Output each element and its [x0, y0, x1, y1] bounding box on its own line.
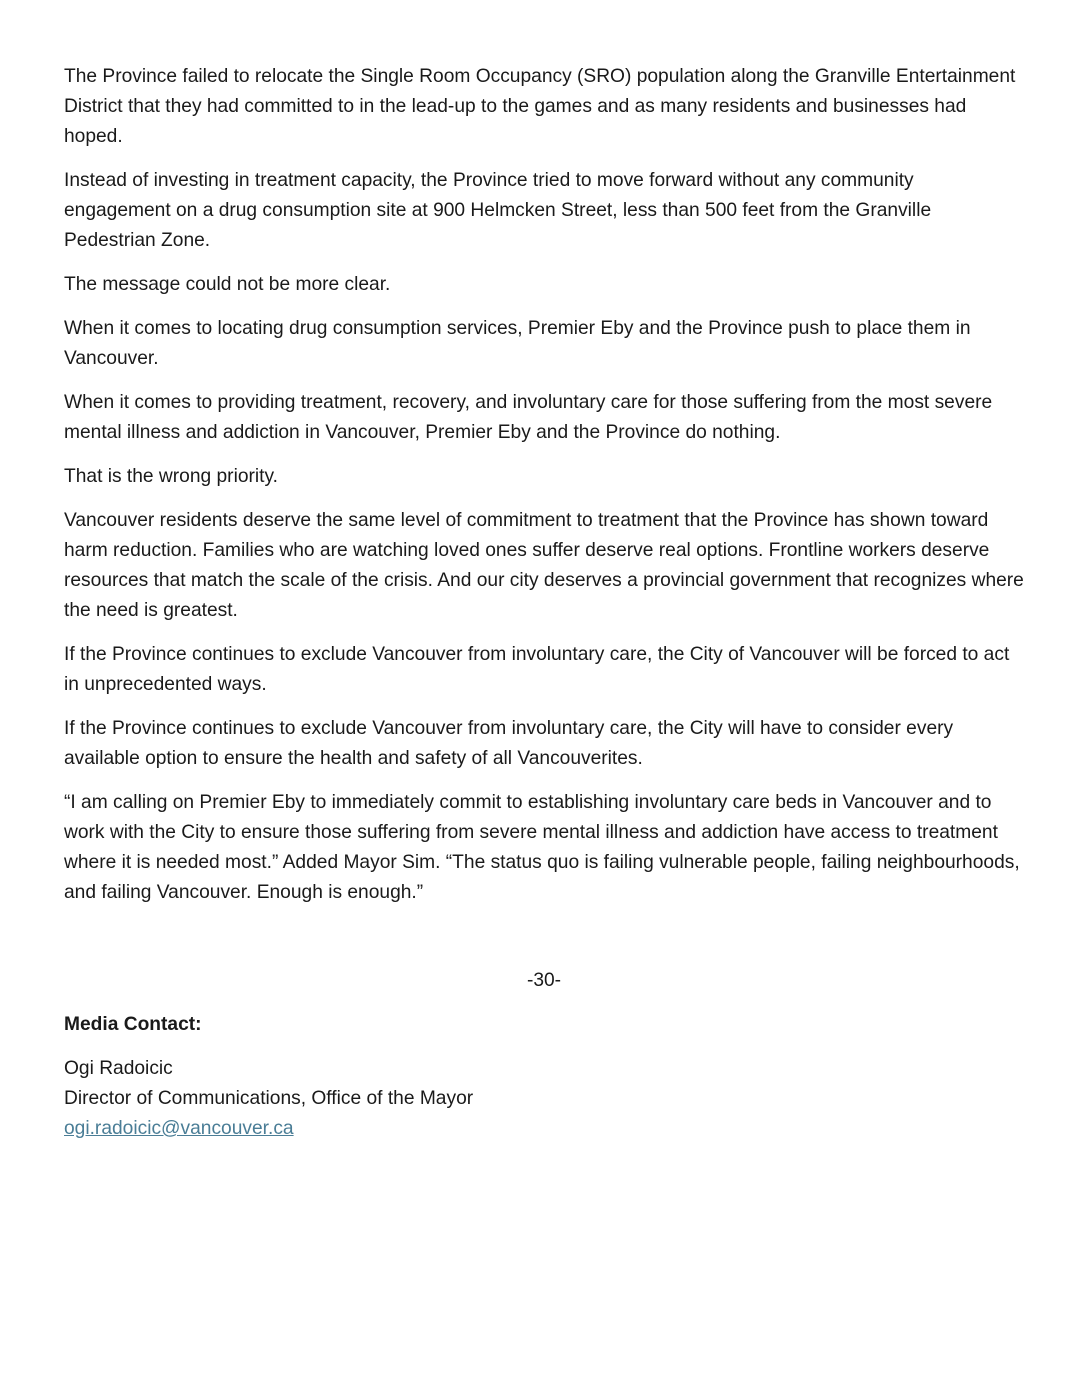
body-paragraph-2: Instead of investing in treatment capacity, the Province tried to move forward without any community engagement on a drug consumption site at 900 Helmcken Street, less than 500 feet from the Granville Pedestrian Zone. — [64, 170, 932, 251]
media-contact-block — [64, 1054, 1024, 1144]
body-paragraph-7: Vancouver residents deserve the same level of commitment to treatment that the Province has shown toward harm reduction. Families who are watching loved ones suffer deserve real options. Frontline workers deserve resources that match the scale of the crisis. And our city deserves a provincial government that recognizes where the need is greatest. — [64, 510, 1024, 621]
media-contact-heading: Media Contact: — [64, 1014, 202, 1035]
body-paragraph-8: If the Province continues to exclude Vancouver from involuntary care, the City of Vancouver will be forced to act in unprecedented ways. — [64, 644, 1010, 695]
end-of-release-mark: -30- — [526, 970, 562, 991]
contact-name: Ogi Radoicic — [64, 1058, 173, 1079]
body-paragraph-1: The Province failed to relocate the Single Room Occupancy (SRO) population along the Granville Entertainment District that they had committed to in the lead-up to the games and as many residents and businesses had hoped. — [64, 66, 1016, 147]
body-paragraph-6: That is the wrong priority. — [64, 466, 278, 487]
contact-title: Director of Communications, Office of the Mayor — [64, 1088, 474, 1109]
press-release-page — [64, 62, 1024, 1144]
body-paragraph-3: The message could not be more clear. — [64, 274, 391, 295]
contact-email-link[interactable]: ogi.radoicic@vancouver.ca — [64, 1118, 294, 1139]
body-paragraph-4: When it comes to locating drug consumption services, Premier Eby and the Province push to place them in Vancouver. — [64, 318, 971, 369]
mayor-quote-paragraph: “I am calling on Premier Eby to immediately commit to establishing involuntary care beds in Vancouver and to work with the City to ensure those suffering from severe mental illness and addiction have access to treatment where it is needed most.” Added Mayor Sim. “The status quo is failing vulnerable people, failing neighbourhoods, and failing Vancouver. Enough is enough.” — [64, 792, 1020, 903]
body-paragraph-9: If the Province continues to exclude Vancouver from involuntary care, the City will have to consider every available option to ensure the health and safety of all Vancouverites. — [64, 718, 954, 769]
body-paragraph-5: When it comes to providing treatment, recovery, and involuntary care for those suffering from the most severe mental illness and addiction in Vancouver, Premier Eby and the Province do nothing. — [64, 392, 993, 443]
